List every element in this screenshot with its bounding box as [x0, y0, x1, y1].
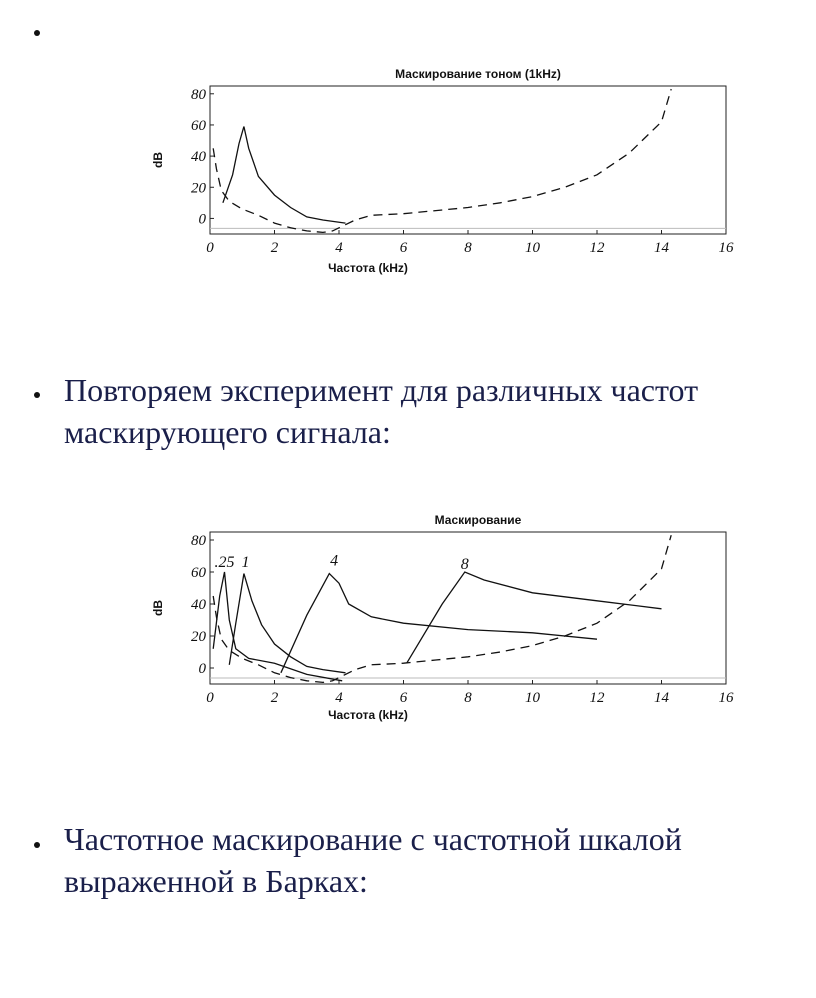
curve-label: 4 [330, 552, 339, 570]
chart-title: Маскирование тоном (1kHz) [395, 67, 561, 81]
curve-label: .25 [214, 554, 235, 572]
masking-tone-chart [0, 60, 816, 360]
x-tick-label: 4 [335, 690, 343, 706]
x-tick-label: 14 [654, 240, 669, 256]
x-tick-label: 12 [589, 690, 605, 706]
bullet-text-2: Повторяем эксперимент для различных частот маскирующего сигнала: [64, 372, 699, 450]
x-tick-label: 8 [464, 240, 472, 256]
bullet-dot-3 [34, 842, 40, 848]
curve-label: 1 [241, 554, 250, 572]
y-tick-label: 60 [191, 565, 206, 581]
curve-label: 8 [460, 555, 469, 573]
x-axis-label: Частота (kHz) [328, 708, 408, 722]
y-tick-label: 20 [191, 629, 206, 645]
x-axis-label: Частота (kHz) [328, 261, 408, 275]
x-tick-label: 2 [270, 240, 279, 256]
y-tick-label: 20 [191, 180, 206, 197]
series-line-4 [281, 574, 597, 673]
series-line-8 [407, 572, 662, 663]
x-tick-label: 10 [525, 240, 540, 256]
plot-frame [210, 532, 726, 684]
y-tick-label: 0 [198, 211, 206, 228]
y-tick-label: 60 [191, 117, 206, 134]
x-tick-label: 16 [718, 240, 734, 256]
y-axis-label: dB [151, 600, 165, 616]
y-tick-label: 40 [191, 597, 206, 613]
x-tick-label: 0 [206, 690, 214, 706]
y-tick-label: 0 [198, 661, 206, 677]
x-tick-label: 14 [654, 690, 669, 706]
y-tick-label: 80 [191, 86, 206, 103]
x-tick-label: 8 [464, 690, 472, 706]
x-tick-label: 2 [270, 690, 279, 706]
masking-multi-chart [0, 506, 816, 736]
series-line-threshold [213, 89, 671, 232]
series-line-p25 [213, 572, 342, 681]
x-tick-label: 12 [589, 240, 605, 256]
y-axis-label: dB [151, 152, 165, 168]
plot-frame [210, 86, 726, 234]
bullet-dot-2 [34, 392, 40, 398]
x-tick-label: 4 [335, 240, 343, 256]
x-tick-label: 10 [525, 690, 540, 706]
x-tick-label: 16 [718, 690, 734, 706]
x-tick-label: 0 [206, 240, 214, 256]
series-line-1 [223, 127, 346, 224]
y-tick-label: 80 [191, 533, 206, 549]
x-tick-label: 6 [399, 690, 408, 706]
chart-title: Маскирование [434, 513, 522, 527]
bullet-text-3: Частотное маскирование с частотной шкалой выраженной в Барках: [64, 821, 682, 899]
x-tick-label: 6 [399, 240, 408, 256]
y-tick-label: 40 [191, 149, 206, 166]
bullet-dot-1 [34, 30, 40, 36]
series-line-threshold [213, 535, 671, 682]
